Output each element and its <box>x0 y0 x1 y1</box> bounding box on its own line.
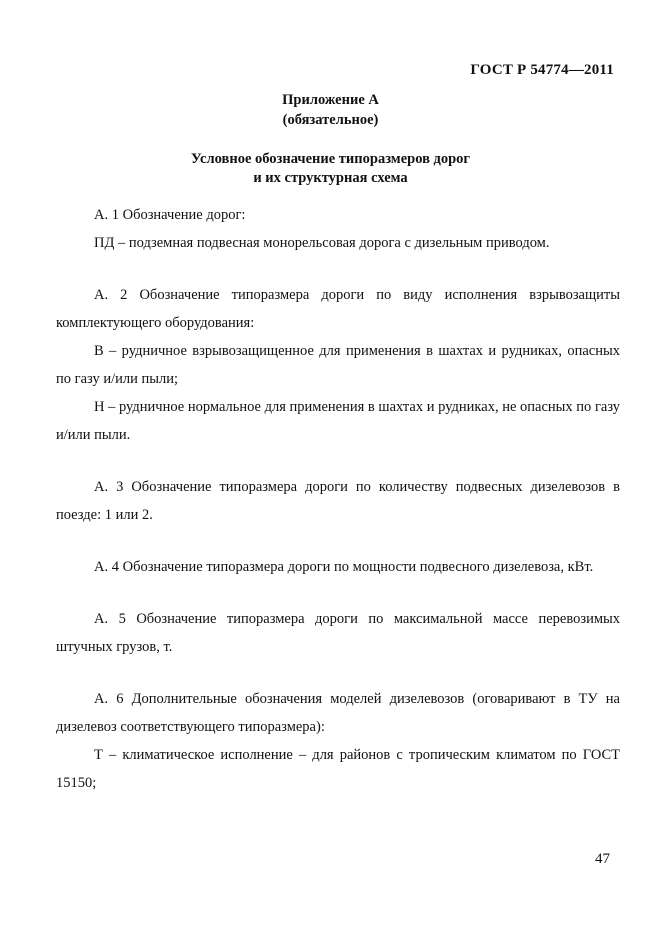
page-number: 47 <box>595 851 610 867</box>
spacer <box>56 529 620 553</box>
paragraph-a2-v: В – рудничное взрывозащищенное для применения в шахтах и рудниках, опасных по газу и/или пыли; <box>56 343 620 387</box>
annex-heading <box>0 90 661 130</box>
document-body <box>56 201 620 797</box>
section-heading <box>0 150 661 188</box>
annex-status: (обязательное) <box>282 112 379 128</box>
spacer <box>56 449 620 473</box>
section-title-line-1: Условное обозначение типоразмеров дорог <box>190 151 471 167</box>
spacer <box>56 581 620 605</box>
paragraph-a2-n: Н – рудничное нормальное для применения в шахтах и рудниках, не опасных по газу и/или пыли. <box>56 399 620 443</box>
paragraph-a5: А. 5 Обозначение типоразмера дороги по максимальной массе перевозимых штучных грузов, т. <box>56 611 620 655</box>
paragraph-a1-pd: ПД – подземная подвесная монорельсовая дорога с дизельным приводом. <box>94 235 550 251</box>
spacer <box>56 257 620 281</box>
paragraph-a6: А. 6 Дополнительные обозначения моделей дизелевозов (оговаривают в ТУ на дизелевоз соответствующего типоразмера): <box>56 691 620 735</box>
paragraph-a2: А. 2 Обозначение типоразмера дороги по виду исполнения взрывозащиты комплектующего оборудования: <box>56 287 620 331</box>
spacer <box>56 661 620 685</box>
paragraph-a1: А. 1 Обозначение дорог: <box>94 207 246 223</box>
section-title-line-2: и их структурная схема <box>253 170 408 186</box>
annex-title: Приложение А <box>282 92 379 108</box>
standard-code: ГОСТ Р 54774—2011 <box>470 62 614 78</box>
paragraph-a4: А. 4 Обозначение типоразмера дороги по мощности подвесного дизелевоза, кВт. <box>94 559 594 575</box>
paragraph-a6-t: Т – климатическое исполнение – для районов с тропическим климатом по ГОСТ 15150; <box>56 747 620 791</box>
paragraph-a3: А. 3 Обозначение типоразмера дороги по количеству подвесных дизелевозов в поезде: 1 или 2. <box>56 479 620 523</box>
